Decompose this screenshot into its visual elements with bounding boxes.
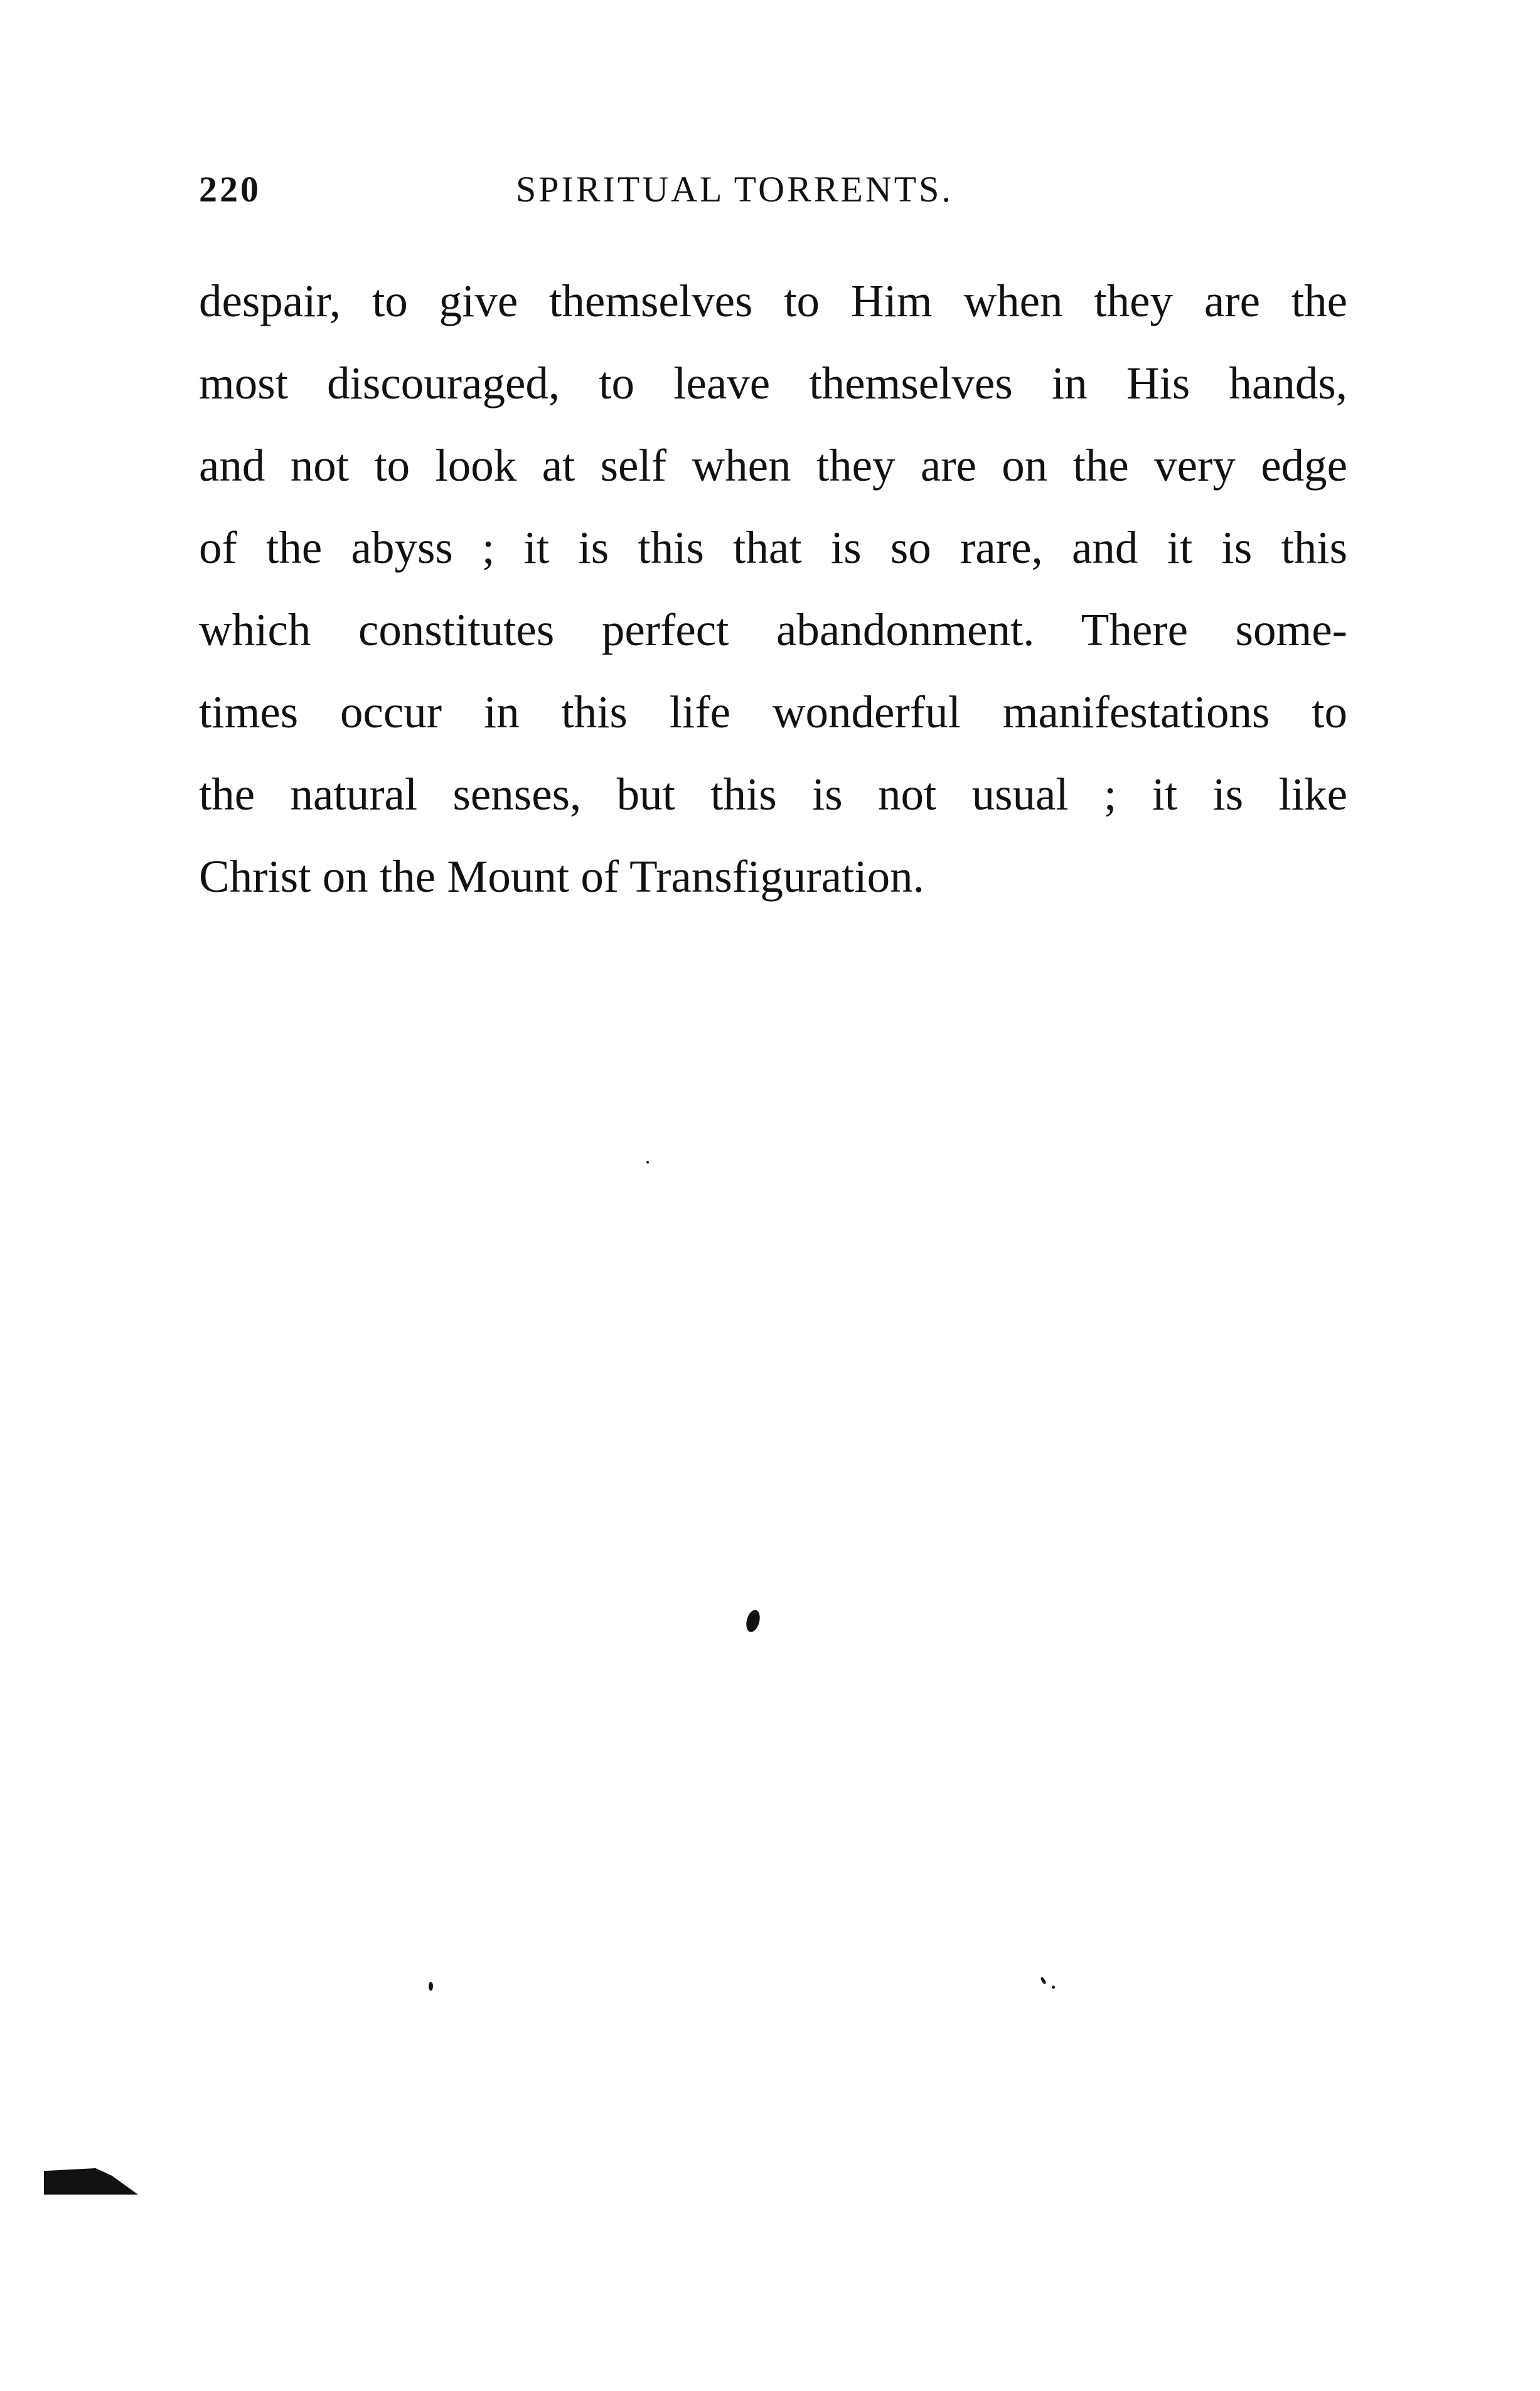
text-line: the natural senses, but this is not usual ; it is like [199,769,1347,820]
running-head [199,168,1347,212]
text-line: Christ on the Mount of Transfiguration. [199,851,924,902]
text-line: times occur in this life wonderful manifestations to [199,687,1347,737]
text-line: which constitutes perfect abandonment. There some- [199,604,1347,655]
page-number: 220 [199,169,261,210]
text-line: of the abyss ; it is this that is so rare, and it is this [199,522,1347,573]
scan-speck [646,1161,649,1163]
text-line: despair, to give themselves to Him when they are the [199,275,1347,326]
text-line: and not to look at self when they are on the very edge [199,440,1347,491]
text-line: most discouraged, to leave themselves in His hands, [199,358,1347,409]
ink-blot [744,1608,762,1634]
scan-speck [429,1982,433,1991]
running-title: SPIRITUAL TORRENTS. [516,169,953,210]
scan-edge-blot [44,2168,138,2195]
body-text [199,270,1347,928]
scan-speck [1052,1986,1055,1989]
scan-speck [1040,1977,1046,1985]
